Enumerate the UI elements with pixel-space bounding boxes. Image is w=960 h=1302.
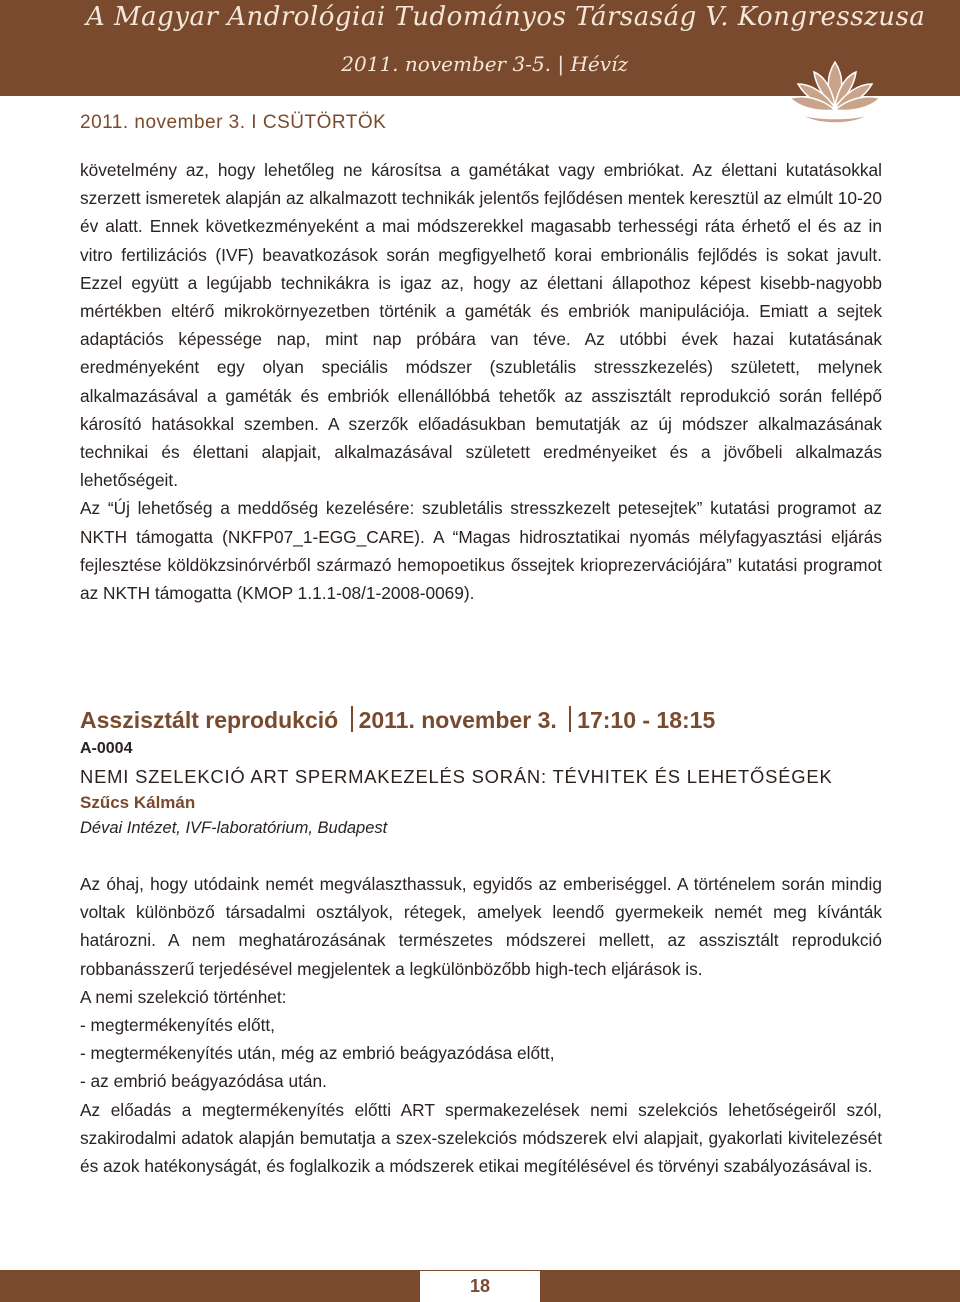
separator: [351, 706, 353, 732]
abstract-paragraph: Az óhaj, hogy utódaink nemét megválaszthassuk, egyidős az emberiséggel. A történelem során mindig voltak különböző társadalmi osztályok, rétegek, amelyek leendő gyermekeik nemét meg kívánták határozni. A nem meghatározásának természetes módszerei mellett, az asszisztált reprodukció robbanásszerű terjedésével megjelentek a legkülönbözőbb high-tech eljárások is.: [80, 874, 882, 979]
abstract-list-item: - megtermékenyítés után, még az embrió beágyazódása előtt,: [80, 1043, 555, 1064]
author-affiliation: Dévai Intézet, IVF-laboratórium, Budapest: [80, 819, 388, 837]
page-number: 18: [420, 1271, 540, 1302]
abstract-list-item: - az embrió beágyazódása után.: [80, 1071, 327, 1092]
abstract-body: [80, 870, 882, 1180]
body-paragraph: követelmény az, hogy lehetőleg ne károsítsa a gamétákat vagy embriókat. Az élettani kutatásokkal szerzett ismeretek alapján az alkalmazott technikák jelentős fejlődésen mentek keresztül az elmúlt 10-20 év alatt. Ennek következményeként a mai módszerekkel magasabb terhességi ráta érhető el és az in vitro fertilizációs (IVF) beavatkozások során megfigyelhető korai embrionális fejlődés is sokat javult. Ezzel együtt a legújabb technikákra is igaz az, hogy az élettani állapothoz képest kisebb-nagyobb mértékben eltérő mikrokörnyezetben történik a gaméták és embriók manipulációja. Emiatt a sejtek adaptációs képessége nap, mint nap próbára van téve. Az utóbbi évek hazai kutatásának eredményeként egy olyan speciális módszer (szubletális stresszkezelés) született, melynek alkalmazásával a gaméták és embriók ellenállóbbá tehetők az asszisztált reprodukció során fellépő károsító hatásokkal szemben. A szerzők előadásukban bemutatják az új módszer alkalmazásának technikai és élettani alapjait, alkalmazásával született eredményeiket és a jövőbeli alkalmazás lehetőségeit.: [80, 160, 882, 491]
section-name: Asszisztált reprodukció: [80, 707, 339, 733]
abstract-list-item: - megtermékenyítés előtt,: [80, 1015, 275, 1036]
abstract-title: NEMI SZELEKCIÓ ART SPERMAKEZELÉS SORÁN: TÉVHITEK ÉS LEHETŐSÉGEK: [80, 766, 833, 787]
continued-text: [80, 156, 882, 607]
separator: [569, 706, 571, 732]
day-label: 2011. november 3. I CSÜTÖRTÖK: [80, 112, 387, 133]
author-name: Szűcs Kálmán: [80, 793, 196, 812]
abstract-id: A-0004: [80, 740, 133, 757]
section-date: 2011. november 3.: [358, 707, 557, 733]
funding-paragraph: Az “Új lehetőség a meddőség kezelésére: szubletális stresszkezelt petesejtek” kutatási programot az NKTH támogatta (NKFP07_1-EGG_CARE). A “Magas hidrosztatikai nyomás mélyfagyasztási eljárás fejlesztése köldökzsinórvérből származó hemopoetikus őssejtek krioprezervációjára” kutatási programot az NKTH támogatta (KMOP 1.1.1-08/1-2008-0069).: [80, 498, 882, 604]
section-time: 17:10 - 18:15: [577, 707, 716, 733]
congress-date-location: 2011. november 3-5. | Hévíz: [341, 52, 628, 76]
abstract-list-intro: A nemi szelekció történhet:: [80, 986, 287, 1007]
section-heading: [80, 706, 882, 734]
abstract-paragraph: Az előadás a megtermékenyítés előtti ART spermakezelések nemi szelekciós lehetőségeiről szól, szakirodalmi adatok alapján bemutatja a szex-szelekciós módszerek elvi alapjait, gyakorlati kivitelezését és azok hatékonyságát, és foglalkozik a módszerek etikai megítélésével és törvényi szabályozásával is.: [80, 1099, 882, 1177]
lotus-icon: [786, 56, 884, 130]
congress-title: A Magyar Andrológiai Tudományos Társaság V. Kongresszusa: [86, 2, 926, 32]
